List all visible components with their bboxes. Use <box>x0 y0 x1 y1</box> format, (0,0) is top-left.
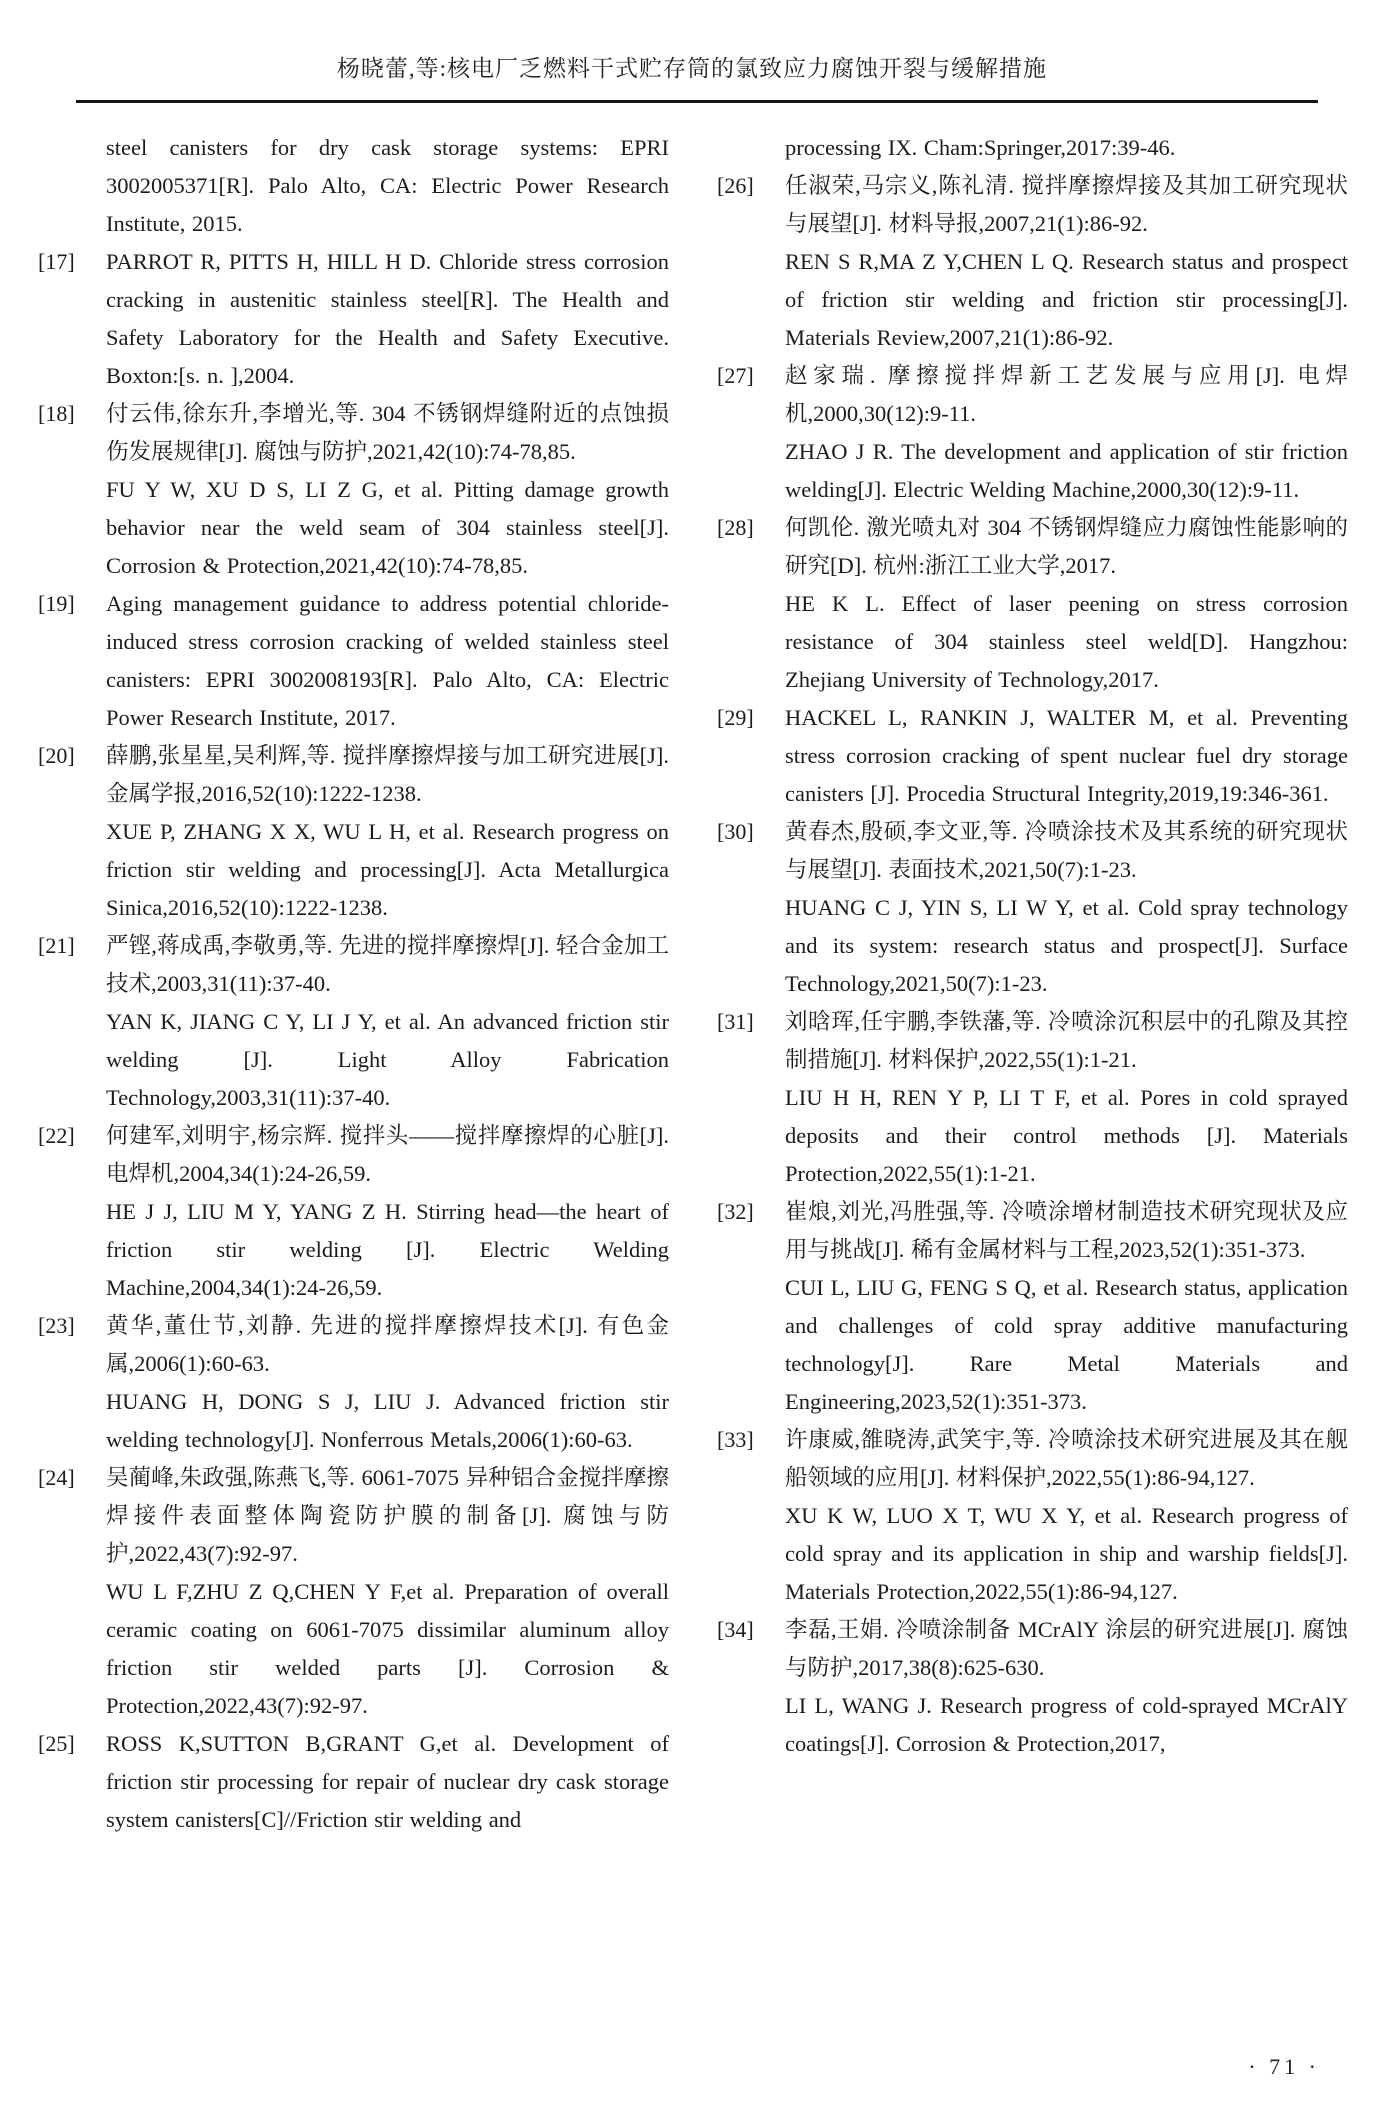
reference-item <box>717 1003 1348 1193</box>
reference-label: [33] <box>717 1427 754 1452</box>
reference-paragraph: LIU H H, REN Y P, LI T F, et al. Pores in cold sprayed deposits and their control methods [J]. Materials Protection,2022,55(1):1-21. <box>785 1085 1348 1186</box>
reference-item <box>38 1725 669 1839</box>
reference-paragraph: Aging management guidance to address potential chloride-induced stress corrosion cracking of welded stainless steel canisters: EPRI 3002008193[R]. Palo Alto, CA: Electric Power Research Institute, 2017. <box>106 591 669 730</box>
reference-item <box>38 585 669 737</box>
reference-paragraph: 崔烺,刘光,冯胜强,等. 冷喷涂增材制造技术研究现状及应用与挑战[J]. 稀有金属材料与工程,2023,52(1):351-373. <box>785 1199 1348 1262</box>
reference-paragraph: 李磊,王娟. 冷喷涂制备 MCrAlY 涂层的研究进展[J]. 腐蚀与防护,2017,38(8):625-630. <box>785 1617 1348 1680</box>
reference-label: [22] <box>38 1123 75 1148</box>
reference-item <box>38 1459 669 1725</box>
reference-label: [27] <box>717 363 754 388</box>
reference-label: [26] <box>717 173 754 198</box>
reference-label: [19] <box>38 591 75 616</box>
reference-item <box>717 813 1348 1003</box>
reference-label: [23] <box>38 1313 75 1338</box>
reference-item <box>717 357 1348 509</box>
reference-paragraph: LI L, WANG J. Research progress of cold-sprayed MCrAlY coatings[J]. Corrosion & Protection,2017, <box>785 1693 1348 1756</box>
reference-paragraph: 黄春杰,殷硕,李文亚,等. 冷喷涂技术及其系统的研究现状与展望[J]. 表面技术,2021,50(7):1-23. <box>785 819 1348 882</box>
reference-item <box>38 243 669 395</box>
reference-item <box>717 699 1348 813</box>
reference-label: [34] <box>717 1617 754 1642</box>
reference-label: [29] <box>717 705 754 730</box>
reference-item <box>717 1193 1348 1421</box>
reference-item <box>717 1421 1348 1611</box>
reference-paragraph: PARROT R, PITTS H, HILL H D. Chloride stress corrosion cracking in austenitic stainless steel[R]. The Health and Safety Laboratory for the Health and Safety Executive. Boxton:[s. n. ],2004. <box>106 249 669 388</box>
reference-item <box>38 1117 669 1307</box>
reference-paragraph: 许康威,雒晓涛,武笑宇,等. 冷喷涂技术研究进展及其在舰船领域的应用[J]. 材料保护,2022,55(1):86-94,127. <box>785 1427 1348 1490</box>
references-left-column <box>38 129 669 1839</box>
reference-paragraph: 严铿,蒋成禹,李敬勇,等. 先进的搅拌摩擦焊[J]. 轻合金加工技术,2003,31(11):37-40. <box>106 933 669 996</box>
header-rule <box>76 100 1318 103</box>
reference-item <box>717 509 1348 699</box>
reference-paragraph: CUI L, LIU G, FENG S Q, et al. Research status, application and challenges of cold spray additive manufacturing technology[J]. Rare Metal Materials and Engineering,2023,52(1):351-373. <box>785 1275 1348 1414</box>
reference-paragraph: ZHAO J R. The development and application of stir friction welding[J]. Electric Welding Machine,2000,30(12):9-11. <box>785 439 1348 502</box>
reference-label: [20] <box>38 743 75 768</box>
reference-paragraph: 赵家瑞. 摩擦搅拌焊新工艺发展与应用[J]. 电焊机,2000,30(12):9-11. <box>785 363 1348 426</box>
reference-item <box>38 927 669 1117</box>
reference-label: [25] <box>38 1731 75 1756</box>
reference-paragraph: HUANG C J, YIN S, LI W Y, et al. Cold spray technology and its system: research status and prospect[J]. Surface Technology,2021,50(7):1-23. <box>785 895 1348 996</box>
reference-item <box>38 1307 669 1459</box>
reference-label: [31] <box>717 1009 754 1034</box>
reference-paragraph: YAN K, JIANG C Y, LI J Y, et al. An advanced friction stir welding [J]. Light Alloy Fabrication Technology,2003,31(11):37-40. <box>106 1009 669 1110</box>
reference-paragraph: XU K W, LUO X T, WU X Y, et al. Research progress of cold spray and its application in ship and warship fields[J]. Materials Protection,2022,55(1):86-94,127. <box>785 1503 1348 1604</box>
reference-paragraph: 付云伟,徐东升,李增光,等. 304 不锈钢焊缝附近的点蚀损伤发展规律[J]. 腐蚀与防护,2021,42(10):74-78,85. <box>106 401 669 464</box>
reference-paragraph: XUE P, ZHANG X X, WU L H, et al. Research progress on friction stir welding and processing[J]. Acta Metallurgica Sinica,2016,52(10):1222-1238. <box>106 819 669 920</box>
reference-label: [24] <box>38 1465 75 1490</box>
reference-label: [21] <box>38 933 75 958</box>
reference-paragraph: 薛鹏,张星星,吴利辉,等. 搅拌摩擦焊接与加工研究进展[J]. 金属学报,2016,52(10):1222-1238. <box>106 743 669 806</box>
reference-item <box>717 167 1348 357</box>
running-head: 杨晓蕾,等:核电厂乏燃料干式贮存筒的氯致应力腐蚀开裂与缓解措施 <box>336 56 1048 81</box>
reference-paragraph: REN S R,MA Z Y,CHEN L Q. Research status and prospect of friction stir welding and friction stir processing[J]. Materials Review,2007,21(1):86-92. <box>785 249 1348 350</box>
page-number: · 71 · <box>1248 2054 1320 2079</box>
reference-label: [28] <box>717 515 754 540</box>
reference-item <box>717 1611 1348 1763</box>
reference-paragraph: 吴蔺峰,朱政强,陈燕飞,等. 6061-7075 异种铝合金搅拌摩擦焊接件表面整体陶瓷防护膜的制备[J]. 腐蚀与防护,2022,43(7):92-97. <box>106 1465 669 1566</box>
reference-paragraph: HE K L. Effect of laser peening on stress corrosion resistance of 304 stainless steel weld[D]. Hangzhou: Zhejiang University of Technology,2017. <box>785 591 1348 692</box>
reference-paragraph: HUANG H, DONG S J, LIU J. Advanced friction stir welding technology[J]. Nonferrous Metals,2006(1):60-63. <box>106 1389 669 1452</box>
reference-paragraph: 何凯伦. 激光喷丸对 304 不锈钢焊缝应力腐蚀性能影响的研究[D]. 杭州:浙江工业大学,2017. <box>785 515 1348 578</box>
reference-paragraph: HACKEL L, RANKIN J, WALTER M, et al. Preventing stress corrosion cracking of spent nuclear fuel dry storage canisters [J]. Procedia Structural Integrity,2019,19:346-361. <box>785 705 1348 806</box>
reference-columns <box>36 129 1348 1839</box>
reference-paragraph: 何建军,刘明宇,杨宗辉. 搅拌头——搅拌摩擦焊的心脏[J]. 电焊机,2004,34(1):24-26,59. <box>106 1123 669 1186</box>
reference-paragraph: 黄华,董仕节,刘静. 先进的搅拌摩擦焊技术[J]. 有色金属,2006(1):60-63. <box>106 1313 669 1376</box>
reference-label: [18] <box>38 401 75 426</box>
reference-paragraph: FU Y W, XU D S, LI Z G, et al. Pitting damage growth behavior near the weld seam of 304 stainless steel[J]. Corrosion & Protection,2021,42(10):74-78,85. <box>106 477 669 578</box>
reference-label: [30] <box>717 819 754 844</box>
reference-paragraph: HE J J, LIU M Y, YANG Z H. Stirring head—the heart of friction stir welding [J]. Electric Welding Machine,2004,34(1):24-26,59. <box>106 1199 669 1300</box>
reference-label: [17] <box>38 249 75 274</box>
reference-item <box>38 395 669 585</box>
references-right-column <box>717 129 1348 1839</box>
reference-item <box>717 129 1348 167</box>
reference-paragraph: steel canisters for dry cask storage systems: EPRI 3002005371[R]. Palo Alto, CA: Electric Power Research Institute, 2015. <box>106 135 669 236</box>
reference-paragraph: 任淑荣,马宗义,陈礼清. 搅拌摩擦焊接及其加工研究现状与展望[J]. 材料导报,2007,21(1):86-92. <box>785 173 1348 236</box>
reference-item <box>38 129 669 243</box>
reference-paragraph: 刘晗珲,任宇鹏,李铁藩,等. 冷喷涂沉积层中的孔隙及其控制措施[J]. 材料保护,2022,55(1):1-21. <box>785 1009 1348 1072</box>
reference-paragraph: ROSS K,SUTTON B,GRANT G,et al. Development of friction stir processing for repair of nuclear dry cask storage system canisters[C]//Friction stir welding and <box>106 1731 669 1832</box>
reference-paragraph: processing IX. Cham:Springer,2017:39-46. <box>785 135 1176 160</box>
reference-label: [32] <box>717 1199 754 1224</box>
reference-item <box>38 737 669 927</box>
reference-paragraph: WU L F,ZHU Z Q,CHEN Y F,et al. Preparation of overall ceramic coating on 6061-7075 dissimilar aluminum alloy friction stir welded parts [J]. Corrosion & Protection,2022,43(7):92-97. <box>106 1579 669 1718</box>
